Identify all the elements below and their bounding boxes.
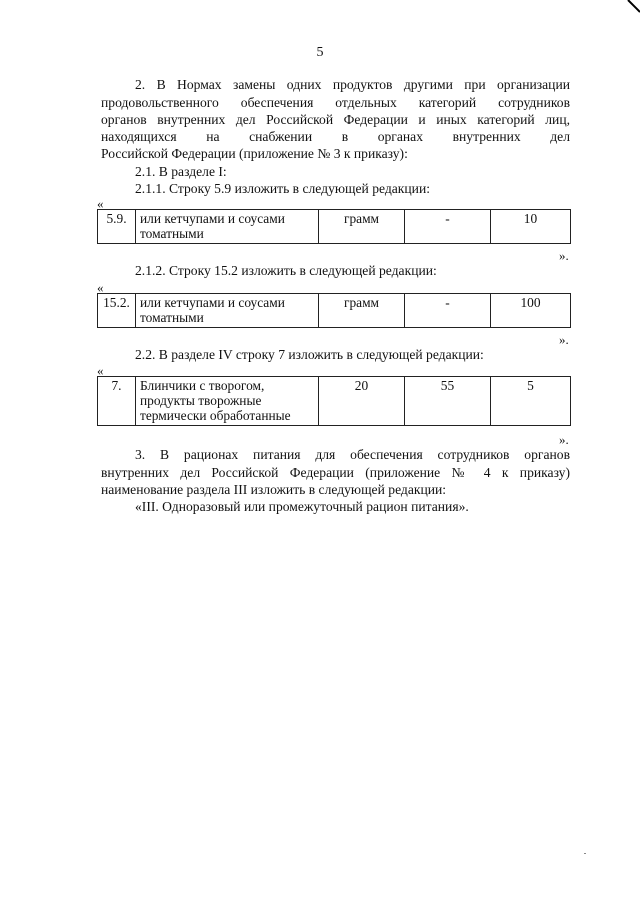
closing-quote: ». [559,248,569,263]
value-cell: 100 [491,294,571,328]
table-row [98,294,571,328]
row-number-cell: 7. [98,377,136,426]
text-line: 2. В Нормах замены одних продуктов другими при организации [135,77,570,92]
product-name-cell: Блинчики с творогом, продукты творожные термически обработанные [136,377,319,426]
text-line: внутренних дел Российской Федерации (приложение № 4 к приказу) [101,465,570,480]
text-line: органов внутренних дел Российской Федерации и иных категорий лиц, [101,112,570,127]
item-2-2: 2.2. В разделе IV строку 7 изложить в следующей редакции: [135,347,484,362]
closing-quote: ». [559,332,569,347]
text-line: 3. В рационах питания для обеспечения сотрудников органов [135,447,570,462]
product-name-cell: или кетчупами и соусами томатными [136,294,319,328]
unit-cell: грамм [319,210,405,244]
product-name-cell: или кетчупами и соусами томатными [136,210,319,244]
table-row [98,210,571,244]
item-2-1-2: 2.1.2. Строку 15.2 изложить в следующей редакции: [135,263,437,278]
opening-quote: « [97,196,104,211]
item-2-1: 2.1. В разделе I: [135,164,227,179]
value-cell: 5 [491,377,571,426]
text-line: продовольственного обеспечения отдельных категорий сотрудников [101,95,570,110]
value-cell: 20 [319,377,405,426]
value-cell: 55 [405,377,491,426]
section-3-new-title: «III. Одноразовый или промежуточный рацион питания». [135,499,469,514]
row-number-cell: 15.2. [98,294,136,328]
page-number: 5 [316,45,324,60]
table-row [98,377,571,426]
scan-corner-mark [624,0,640,16]
text-line: находящихся на снабжении в органах внутренних дел [101,129,570,144]
opening-quote: « [97,363,104,378]
value-cell: - [405,210,491,244]
text-line: Российской Федерации (приложение № 3 к приказу): [101,146,408,161]
amendment-table-15-2 [97,293,571,328]
item-2-1-1: 2.1.1. Строку 5.9 изложить в следующей редакции: [135,181,430,196]
unit-cell: грамм [319,294,405,328]
value-cell: 10 [491,210,571,244]
scan-speck [584,853,586,854]
amendment-table-5-9 [97,209,571,244]
row-number-cell: 5.9. [98,210,136,244]
closing-quote: ». [559,432,569,447]
opening-quote: « [97,280,104,295]
text-line: наименование раздела III изложить в следующей редакции: [101,482,447,497]
value-cell: - [405,294,491,328]
amendment-table-7 [97,376,571,426]
